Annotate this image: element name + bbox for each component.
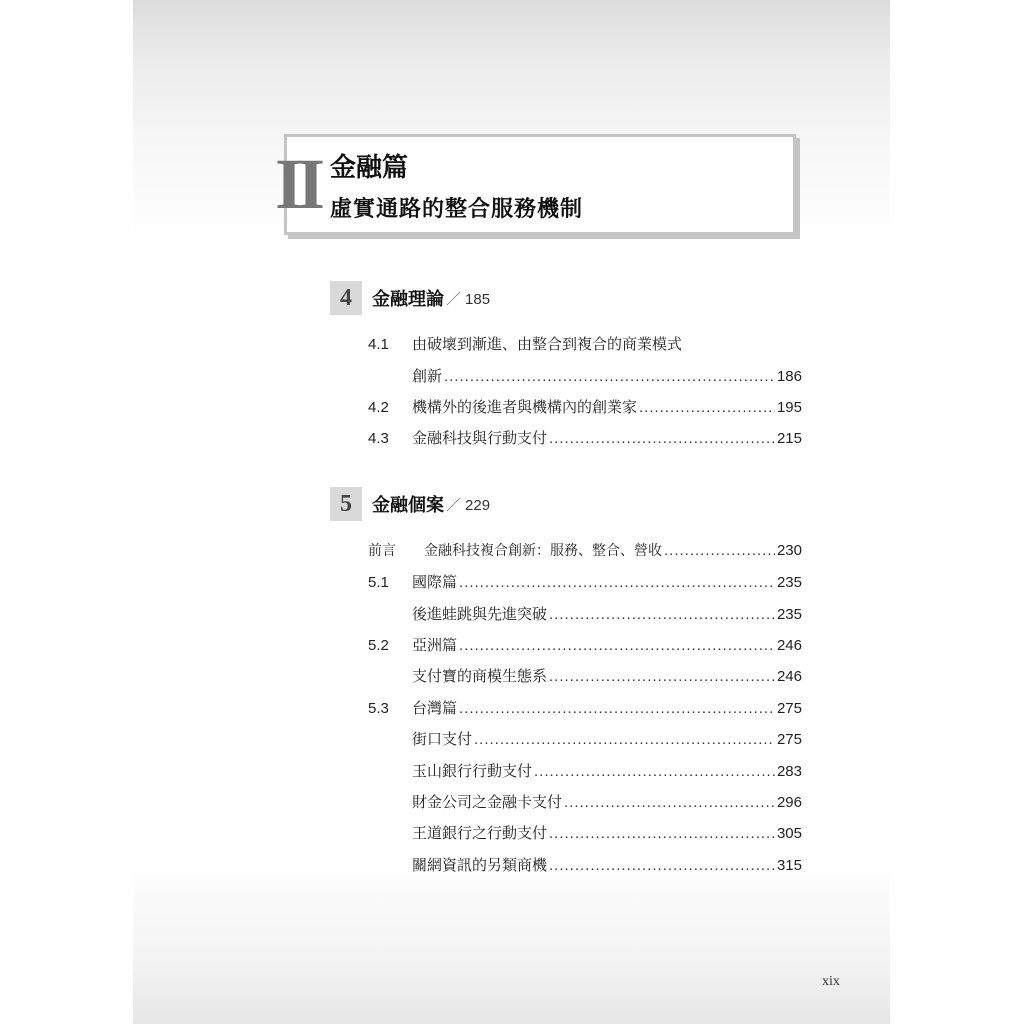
toc-leader-dots <box>564 794 775 811</box>
chapter-heading[interactable] <box>330 281 490 315</box>
toc-entry-text: 亞洲篇 <box>412 637 458 654</box>
toc-entry[interactable] <box>368 728 802 752</box>
toc-entry[interactable] <box>368 603 802 627</box>
toc-entry-text: 國際篇 <box>412 574 458 591</box>
part-title: 金融篇 <box>330 153 409 183</box>
toc-entry-page: 235 <box>776 606 802 623</box>
page-number: xix <box>822 974 840 989</box>
toc-leader-dots <box>459 700 775 717</box>
chapter-title: 金融個案 <box>372 495 444 515</box>
toc-leader-dots <box>444 368 775 385</box>
toc-entry-text: 後進蛙跳與先進突破 <box>412 606 548 623</box>
toc-leader-dots <box>664 542 775 559</box>
toc-entry-number: 前言 <box>368 543 396 559</box>
toc-entry-page: 246 <box>776 668 802 685</box>
part-subtitle: 虛實通路的整合服務機制 <box>330 196 584 221</box>
toc-leader-dots <box>534 763 775 780</box>
toc-entry[interactable] <box>368 333 802 357</box>
toc-entry-text: 機構外的後進者與機構內的創業家 <box>412 399 638 416</box>
toc-entry-page: 275 <box>776 700 802 717</box>
chapter-title: 金融理論 <box>372 289 444 309</box>
chapter-heading[interactable] <box>330 487 490 521</box>
toc-entry[interactable] <box>368 634 802 658</box>
toc-leader-dots <box>549 668 775 685</box>
toc-entry[interactable] <box>368 791 802 815</box>
toc-entry[interactable] <box>368 665 802 689</box>
toc-entry[interactable] <box>368 540 802 564</box>
toc-entry-page: 275 <box>776 731 802 748</box>
chapter-slash: ／ <box>446 496 462 514</box>
toc-entry-text: 由破壞到漸進、由整合到複合的商業模式 <box>412 336 683 353</box>
toc-entry-page: 195 <box>776 399 802 416</box>
toc-entry-page: 296 <box>776 794 802 811</box>
toc-leader-dots <box>549 825 775 842</box>
toc-leader-dots <box>459 574 775 591</box>
chapter-page-number: 229 <box>465 496 491 514</box>
toc-entry-number: 5.1 <box>368 574 389 591</box>
toc-entry[interactable] <box>368 396 802 420</box>
toc-entry[interactable] <box>368 697 802 721</box>
toc-entry-text: 支付寶的商模生態系 <box>412 668 548 685</box>
chapter-number: 5 <box>330 487 362 521</box>
toc-leader-dots <box>639 399 775 416</box>
toc-entry-text: 金融科技複合創新：服務、整合、營收 <box>424 543 662 559</box>
chapter-page <box>446 288 490 309</box>
toc-entry[interactable] <box>368 760 802 784</box>
toc-entry-text: 玉山銀行行動支付 <box>412 763 533 780</box>
chapter-slash: ／ <box>446 290 462 308</box>
toc-entry-number: 5.2 <box>368 637 389 654</box>
toc-entry-page: 305 <box>776 825 802 842</box>
toc-leader-dots <box>549 430 775 447</box>
toc-entry-number: 4.1 <box>368 336 389 353</box>
toc-entry[interactable] <box>368 365 802 389</box>
toc-leader-dots <box>459 637 775 654</box>
toc-leader-dots <box>549 606 775 623</box>
toc-entry-page: 186 <box>776 368 802 385</box>
toc-entry-text: 街口支付 <box>412 731 473 748</box>
toc-entry-page: 235 <box>776 574 802 591</box>
toc-entry[interactable] <box>368 822 802 846</box>
toc-entry-number: 5.3 <box>368 700 389 717</box>
toc-entry-text: 財金公司之金融卡支付 <box>412 794 563 811</box>
chapter-page-number: 185 <box>465 290 491 308</box>
toc-entry-text: 台灣篇 <box>412 700 458 717</box>
toc-entry-page: 215 <box>776 430 802 447</box>
toc-entry-page: 246 <box>776 637 802 654</box>
toc-entry[interactable] <box>368 427 802 451</box>
toc-entry-page: 283 <box>776 763 802 780</box>
toc-entry-page: 230 <box>776 542 802 559</box>
part-numeral: II <box>274 144 320 224</box>
toc-entry-number: 4.3 <box>368 430 389 447</box>
toc-entry[interactable] <box>368 854 802 878</box>
chapter-number: 4 <box>330 281 362 315</box>
toc-entry-text: 王道銀行之行動支付 <box>412 825 548 842</box>
toc-leader-dots <box>549 857 775 874</box>
toc-entry[interactable] <box>368 571 802 595</box>
toc-entry-text: 關網資訊的另類商機 <box>412 857 548 874</box>
toc-leader-dots <box>474 731 775 748</box>
chapter-page <box>446 494 490 515</box>
toc-entry-text: 創新 <box>412 368 443 385</box>
toc-entry-text: 金融科技與行動支付 <box>412 430 548 447</box>
toc-entry-number: 4.2 <box>368 399 389 416</box>
toc-entry-page: 315 <box>776 857 802 874</box>
